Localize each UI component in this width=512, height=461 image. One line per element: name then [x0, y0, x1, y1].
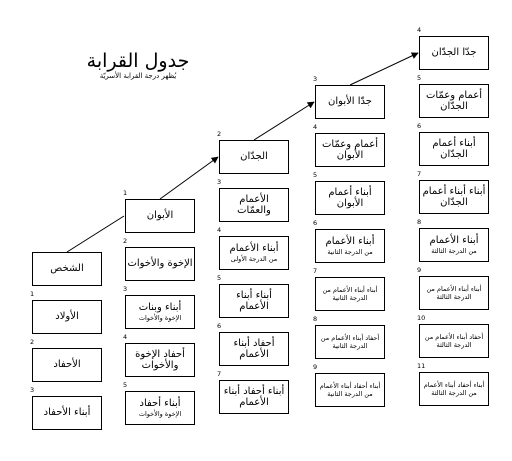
relative-box [315, 181, 385, 215]
relative-box [125, 391, 195, 425]
connector-arrow [350, 53, 418, 85]
relative-box [125, 343, 195, 377]
relative-subtitle: من الدرجة الثالثة [431, 246, 477, 255]
relative-title: الأعمام والعمّات [237, 193, 271, 216]
page-title: جدول القرابة [86, 50, 190, 72]
relative-box [219, 236, 289, 270]
degree-number: 10 [417, 314, 426, 322]
degree-number: 4 [417, 26, 422, 34]
relative-box [125, 199, 195, 233]
relative-title: أحفاد الإخوة والأخوات [135, 348, 185, 371]
degree-number: 9 [313, 363, 318, 371]
relative-title: أبناء أحفاد أبناء الأعمام [223, 385, 285, 408]
relative-title: أبناء الأعمام [229, 243, 279, 255]
relative-box [219, 332, 289, 366]
relative-title: الشخص [50, 263, 84, 275]
relative-title: أبناء الأحفاد [43, 407, 91, 419]
degree-number: 11 [417, 362, 426, 370]
relative-subtitle: الإخوة والأخوات [138, 409, 182, 418]
relative-box [125, 295, 195, 329]
degree-number: 7 [313, 267, 318, 275]
relative-subtitle: أحفاد أبناء الأعمام من الدرجة الثالثة [424, 333, 484, 349]
degree-number: 5 [313, 171, 318, 179]
relative-box [32, 300, 102, 334]
degree-number: 1 [30, 290, 35, 298]
relative-subtitle: أبناء أبناء الأعمام من الدرجة الثانية [322, 286, 378, 302]
degree-number: 1 [123, 189, 128, 197]
degree-number: 2 [123, 237, 128, 245]
relative-title: الجدّان [240, 151, 268, 163]
relative-box [315, 373, 385, 407]
relative-subtitle: أبناء أحفاد أبناء الأعمام من الدرجة الثانية [319, 382, 381, 398]
relative-box [219, 140, 289, 174]
degree-number: 3 [30, 386, 35, 394]
relative-title: أبناء أعمام الجدّان [432, 137, 476, 160]
relative-box [419, 228, 489, 262]
degree-number: 3 [313, 75, 318, 83]
relative-box [315, 325, 385, 359]
relative-title: أبناء أحفاد [139, 398, 181, 410]
connector-arrow [254, 102, 314, 140]
relative-subtitle: من الدرجة الثانية [327, 247, 373, 256]
degree-number: 6 [417, 122, 422, 130]
relative-title: الإخوة والأخوات [127, 258, 193, 270]
relative-title: أبناء الأعمام [325, 236, 375, 248]
relative-box [219, 380, 289, 414]
degree-number: 8 [417, 218, 422, 226]
relative-box [315, 85, 385, 119]
relative-title: الأحفاد [53, 359, 81, 371]
connector-line [67, 216, 124, 252]
relative-title: جدّا الجدّان [431, 47, 477, 59]
degree-number: 6 [217, 322, 222, 330]
degree-number: 4 [123, 333, 128, 341]
relative-title: الأولاد [55, 311, 79, 323]
relative-title: أعمام وعمّات الجدّان [426, 89, 482, 112]
relative-box [219, 284, 289, 318]
relative-subtitle: أبناء أحفاد أبناء الأعمام من الدرجة الثالثة [423, 381, 485, 397]
degree-number: 5 [217, 274, 222, 282]
degree-number: 8 [313, 315, 318, 323]
relative-box [419, 372, 489, 406]
relative-subtitle: الإخوة والأخوات [138, 313, 182, 322]
relative-subtitle: من الدرجة الأولى [230, 254, 278, 263]
page-subtitle: يُظهر درجة القرابة الأسريّة [99, 72, 177, 80]
degree-number: 3 [217, 178, 222, 186]
degree-number: 5 [417, 74, 422, 82]
degree-number: 6 [313, 219, 318, 227]
relative-title: أبناء وبنات [138, 302, 182, 314]
relative-box [315, 229, 385, 263]
connector-arrow [160, 157, 218, 199]
relative-subtitle: أحفاد أبناء الأعمام من الدرجة الثانية [320, 334, 380, 350]
relative-title: أبناء أبناء الأعمام [236, 289, 272, 312]
relative-subtitle: أبناء أبناء الأعمام من الدرجة الثالثة [426, 285, 482, 301]
relative-title: أبناء الأعمام [429, 235, 479, 247]
degree-number: 7 [417, 170, 422, 178]
degree-number: 9 [417, 266, 422, 274]
relative-box [419, 180, 489, 214]
relative-box [125, 247, 195, 281]
degree-number: 4 [217, 226, 222, 234]
title-block [82, 50, 194, 81]
relative-box [419, 36, 489, 70]
relative-title: أعمام وعمّات الأبوان [322, 138, 378, 161]
relative-box [419, 84, 489, 118]
relative-title: جدّا الأبوان [328, 96, 372, 108]
relative-box [419, 132, 489, 166]
relative-box [315, 133, 385, 167]
relative-title: أبناء أبناء أعمام الجدّان [422, 185, 486, 208]
relative-box [419, 324, 489, 358]
relative-title: أحفاد أبناء الأعمام [233, 337, 275, 360]
relative-title: الأبوان [146, 210, 174, 222]
relative-box [32, 348, 102, 382]
degree-number: 3 [123, 285, 128, 293]
relative-box [419, 276, 489, 310]
degree-number: 2 [217, 130, 222, 138]
degree-number: 7 [217, 370, 222, 378]
degree-number: 2 [30, 338, 35, 346]
relative-title: أبناء أعمام الأبوان [328, 186, 372, 209]
degree-number: 4 [313, 123, 318, 131]
relative-box [32, 252, 102, 286]
degree-number: 5 [123, 381, 128, 389]
relative-box [315, 277, 385, 311]
relative-box [32, 396, 102, 430]
relative-box [219, 188, 289, 222]
